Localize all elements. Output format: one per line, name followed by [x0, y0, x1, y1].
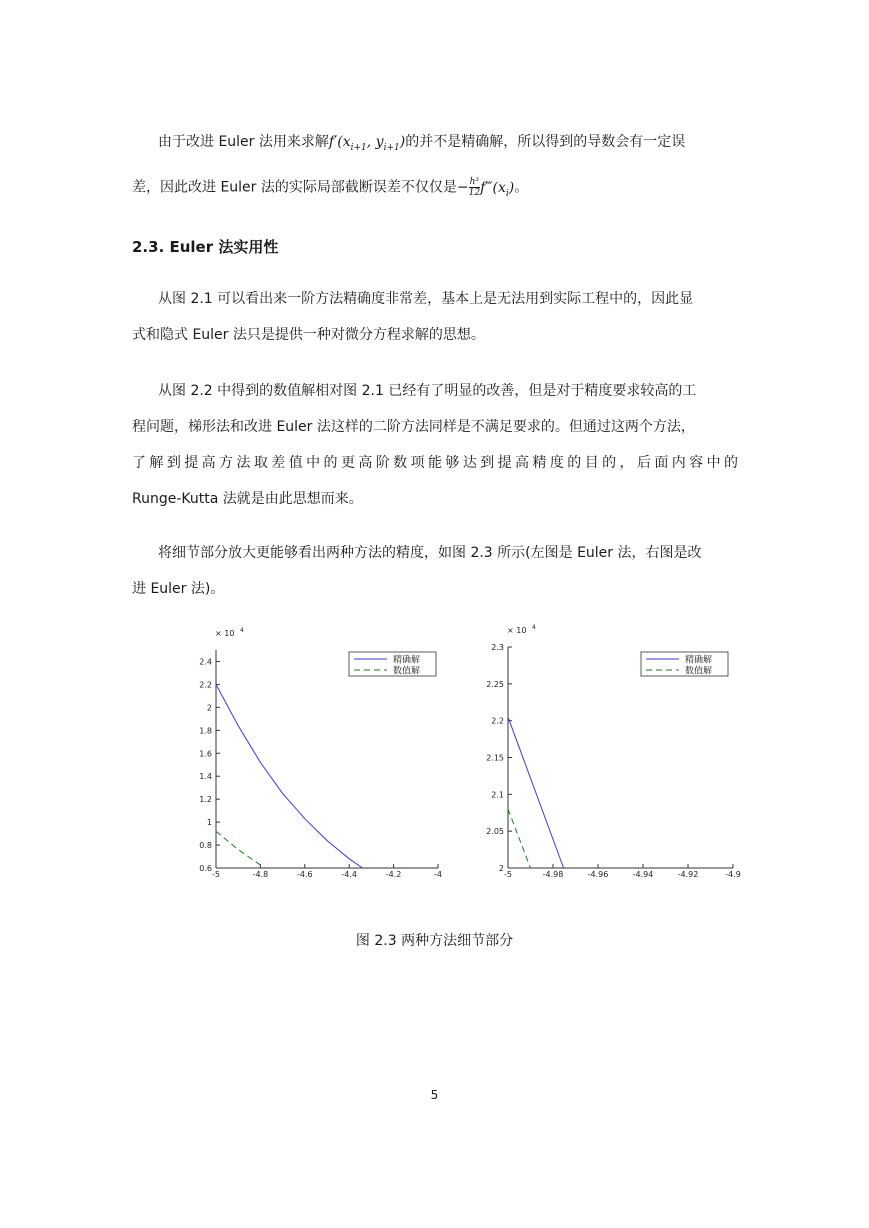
y-tick-label: 2.3	[491, 643, 504, 652]
text-line: 将细节部分放大更能够看出两种方法的精度，如图 2.3 所示(左图是 Euler 法，右图是改	[158, 545, 702, 561]
series-line	[508, 717, 564, 868]
y-tick-label: 2	[206, 703, 212, 713]
y-tick-label: 1.2	[199, 795, 212, 805]
x-tick-label: -4.6	[296, 870, 313, 879]
text-segment: 。	[514, 179, 529, 196]
text-line: 了解到提高方法取差值中的更高阶数项能够达到提高精度的目的，后面内容中的	[132, 455, 738, 471]
y-tick-label: 2.05	[486, 827, 504, 837]
legend-label: 精确解	[393, 655, 421, 666]
x-tick-label: -4.2	[385, 870, 402, 879]
text-line: 进 Euler 法)。	[132, 581, 225, 597]
fraction-denominator: 12	[468, 188, 481, 198]
math-text: , y	[366, 134, 384, 150]
x-tick-label: -4.8	[252, 870, 269, 879]
axis-multiplier: × 10	[215, 629, 235, 638]
x-tick-label: -5	[212, 870, 220, 879]
legend-label: 数值解	[685, 666, 713, 677]
x-tick-label: -4.92	[677, 870, 699, 879]
text-line: 从图 2.2 中得到的数值解相对图 2.1 已经有了明显的改善，但是对于精度要求较高的工	[158, 383, 697, 399]
figure-caption: 图 2.3 两种方法细节部分	[355, 933, 514, 949]
x-tick-label: -4	[434, 870, 442, 879]
text-line: 程问题，梯形法和改进 Euler 法这样的二阶方法同样是不满足要求的。但通过这两个方法，	[132, 419, 695, 435]
text-segment: 由于改进 Euler 法用来求解	[158, 134, 329, 150]
legend-label: 精确解	[685, 655, 713, 666]
x-tick-label: -4.94	[632, 870, 654, 879]
text-segment: 差，因此改进 Euler 法的实际局部截断误差不仅仅是−	[132, 179, 469, 196]
page-number: 5	[430, 1088, 439, 1102]
text-segment: 的并不是精确解，所以得到的导数会有一定误	[405, 134, 686, 150]
x-tick-label: -4.96	[587, 870, 609, 879]
x-tick-label: -4.98	[542, 870, 564, 879]
math-text: f‴(x	[480, 179, 506, 196]
y-tick-label: 2.25	[486, 679, 504, 689]
legend-label: 数值解	[393, 666, 421, 677]
math-subscript: i	[505, 188, 509, 199]
text-line: 从图 2.1 可以看出来一阶方法精确度非常差，基本上是无法用到实际工程中的，因此显	[158, 291, 694, 307]
math-subscript: i+1	[350, 142, 367, 153]
axis-multiplier: × 10	[507, 626, 527, 635]
math-text: )	[399, 134, 406, 150]
y-tick-label: 2.15	[486, 753, 504, 763]
series-line	[508, 809, 531, 868]
axis-multiplier-exponent: 4	[532, 624, 536, 631]
axis-multiplier-exponent: 4	[240, 627, 244, 634]
y-tick-label: 0.8	[199, 841, 212, 851]
x-tick-label: -4.9	[725, 870, 741, 879]
math-text: f′(x	[328, 134, 351, 150]
y-tick-label: 1.6	[199, 749, 212, 759]
y-tick-label: 1.4	[199, 772, 212, 782]
y-tick-label: 2.2	[491, 716, 504, 726]
fraction-numerator: h³	[469, 177, 480, 187]
x-tick-label: -5	[504, 870, 512, 879]
y-tick-label: 2.4	[199, 657, 212, 667]
math-subscript: i+1	[383, 142, 400, 153]
y-tick-label: 1	[206, 818, 212, 828]
y-tick-label: 0.6	[199, 864, 212, 873]
y-tick-label: 2.2	[199, 680, 212, 690]
y-tick-label: 1.8	[199, 726, 212, 736]
math-text: )	[508, 179, 515, 196]
text-line: 式和隐式 Euler 法只是提供一种对微分方程求解的思想。	[132, 327, 485, 343]
x-tick-label: -4.4	[341, 870, 358, 879]
section-heading: 2.3. Euler 法实用性	[132, 238, 279, 256]
y-tick-label: 2.1	[491, 790, 504, 800]
y-tick-label: 2	[498, 864, 504, 873]
text-line: Runge-Kutta 法就是由此思想而来。	[132, 491, 363, 507]
